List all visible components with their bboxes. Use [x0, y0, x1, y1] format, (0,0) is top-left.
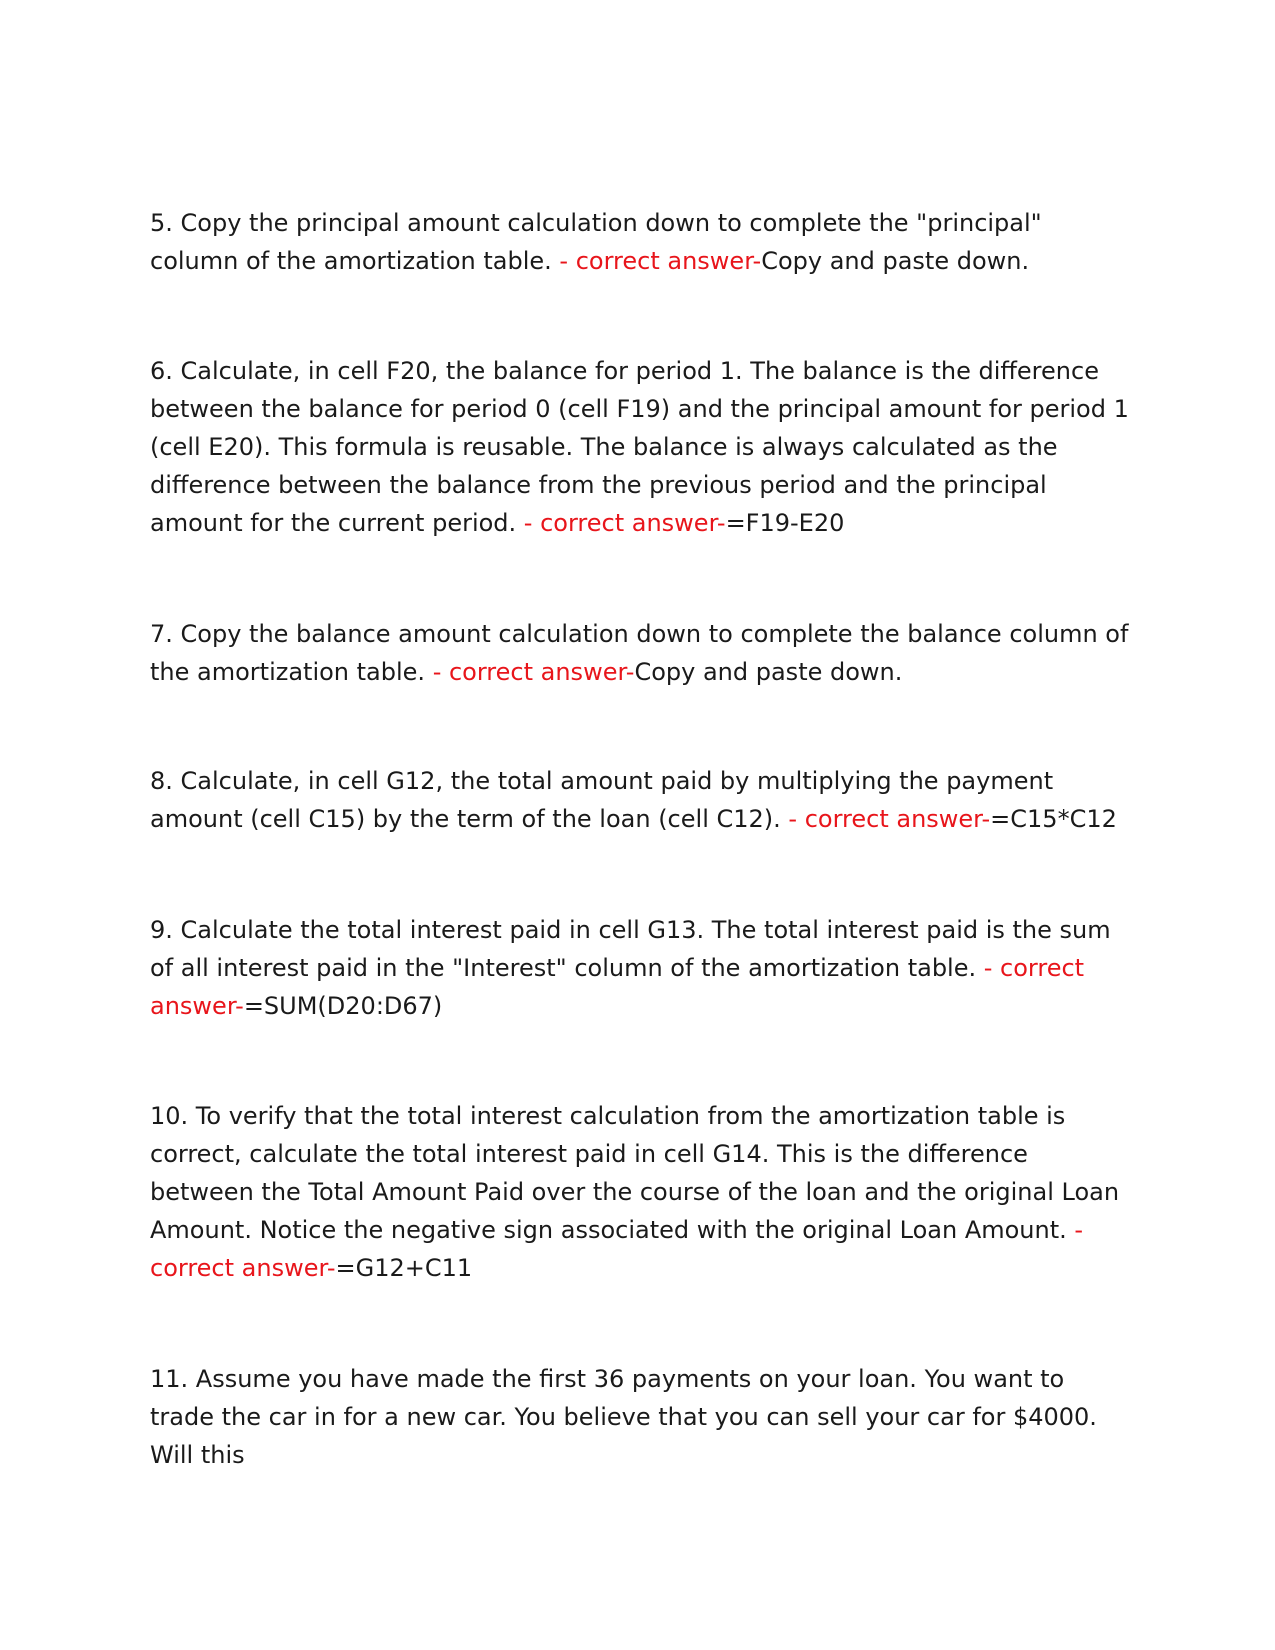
qa-item-6: [150, 352, 1130, 542]
qa-item-10: [150, 1097, 1130, 1287]
answer-label: - correct answer-: [788, 805, 991, 833]
question-text: 8. Calculate, in cell G12, the total amount paid by multiplying the payment amount (cell C15) by the term of the loan (cell C12).: [150, 767, 1054, 833]
answer-text: =SUM(D20:D67): [243, 992, 443, 1020]
answer-text: =C15*C12: [990, 805, 1117, 833]
question-text: 6. Calculate, in cell F20, the balance for period 1. The balance is the difference between the balance for period 0 (cell F19) and the principal amount for period 1 (cell E20). This formula is reusable. The balance is always calculated as the difference between the balance from the previous period and the principal amount for the current period.: [150, 357, 1129, 537]
answer-label: - correct answer-: [150, 954, 1085, 1020]
answer-text: =G12+C11: [335, 1254, 473, 1282]
question-text: 5. Copy the principal amount calculation down to complete the "principal" column of the amortization table.: [150, 209, 1042, 275]
answer-label: - correct answer-: [523, 509, 726, 537]
qa-item-11: [150, 1360, 1130, 1474]
answer-label: - correct answer-: [432, 658, 635, 686]
answer-label: - correct answer-: [559, 247, 762, 275]
question-text: 7. Copy the balance amount calculation down to complete the balance column of the amortization table.: [150, 620, 1129, 686]
qa-item-5: [150, 204, 1130, 280]
qa-item-7: [150, 615, 1130, 691]
qa-item-8: [150, 762, 1130, 838]
qa-item-9: [150, 911, 1130, 1025]
answer-label: - correct answer-: [150, 1216, 1084, 1282]
question-text: 10. To verify that the total interest calculation from the amortization table is correct, calculate the total interest paid in cell G14. This is the difference between the Total Amount Paid over the course of the loan and the original Loan Amount. Notice the negative sign associated with the original Loan Amount.: [150, 1102, 1120, 1244]
question-text: 9. Calculate the total interest paid in cell G13. The total interest paid is the sum of all interest paid in the "Interest" column of the amortization table.: [150, 916, 1111, 982]
answer-text: Copy and paste down.: [634, 658, 903, 686]
answer-text: Copy and paste down.: [761, 247, 1030, 275]
question-text: 11. Assume you have made the first 36 payments on your loan. You want to trade the car in for a new car. You believe that you can sell your car for $4000. Will this: [150, 1365, 1097, 1469]
answer-text: =F19-E20: [725, 509, 845, 537]
